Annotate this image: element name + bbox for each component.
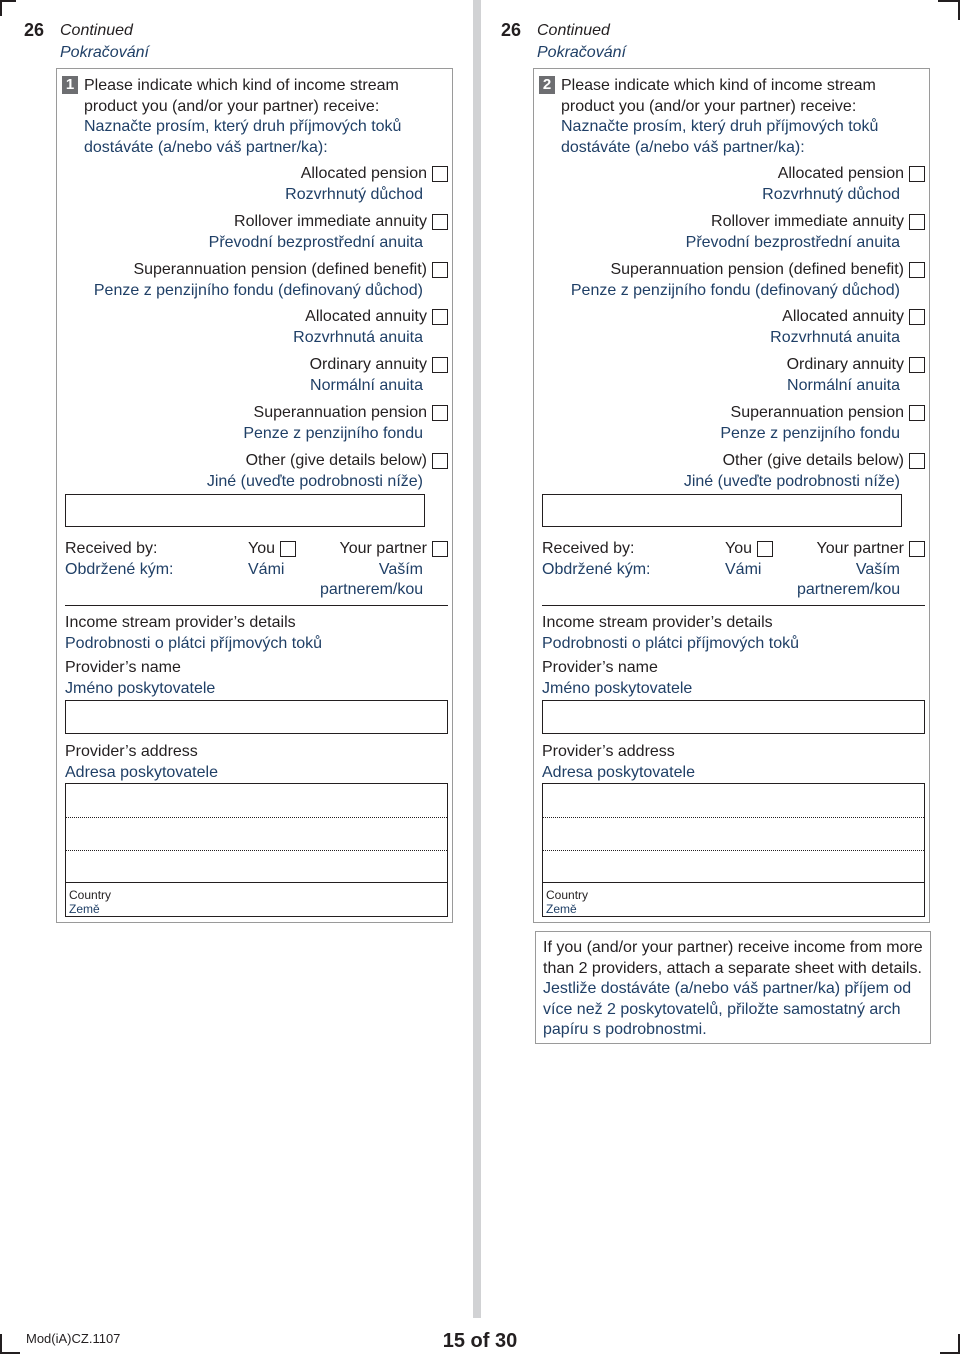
option-other[interactable]: Other (give details below) Jiné (uveďte podrobnosti níže) — [207, 451, 448, 492]
other-details-input[interactable] — [65, 494, 425, 527]
crop-mark-top-right — [938, 0, 960, 2]
question-number: 2 — [539, 76, 555, 94]
provider-name-input[interactable] — [65, 700, 448, 734]
continued-label: Continued — [60, 22, 133, 39]
received-by-label: Received by: Obdržené kým: — [542, 540, 651, 578]
checkbox[interactable] — [432, 214, 448, 230]
country-label: Country Země — [546, 888, 589, 916]
checkbox[interactable] — [909, 405, 925, 421]
option-superannuation-pension[interactable]: Superannuation pension Penze z penzijního fondu — [720, 403, 925, 444]
checkbox[interactable] — [432, 166, 448, 182]
checkbox[interactable] — [432, 262, 448, 278]
question-text: Please indicate which kind of income stream product you (and/or your partner) receive: Naznačte prosím, který druh příjmových toků dostáváte (a/nebo váš partner/ka): — [84, 77, 402, 156]
section-number: 26 — [501, 20, 522, 40]
provider-address-label: Provider’s address Adresa poskytovatele — [542, 743, 695, 781]
address-line — [543, 850, 924, 851]
checkbox[interactable] — [432, 405, 448, 421]
provider-name-label: Provider’s name Jméno poskytovatele — [542, 659, 693, 697]
continued-label-cz: Pokračování — [60, 44, 149, 61]
checkbox[interactable] — [909, 166, 925, 182]
received-by-label: Received by: Obdržené kým: — [65, 540, 174, 578]
provider-name-label: Provider’s name Jméno poskytovatele — [65, 659, 216, 697]
continued-label: Continued — [537, 22, 610, 39]
option-rollover-immediate-annuity[interactable]: Rollover immediate annuity Převodní bezprostřední anuita — [686, 212, 925, 253]
received-by-partner[interactable]: Your partner Vaším partnerem/kou — [797, 539, 925, 601]
address-line — [543, 817, 924, 818]
checkbox[interactable] — [909, 262, 925, 278]
divider-line — [542, 605, 925, 606]
address-country-separator — [66, 882, 447, 883]
address-country-separator — [543, 882, 924, 883]
option-superannuation-pension[interactable]: Superannuation pension Penze z penzijního fondu — [243, 403, 448, 444]
crop-mark-top-left — [0, 0, 2, 16]
option-superannuation-pension-defined-benefit[interactable]: Superannuation pension (defined benefit) Penze z penzijního fondu (definovaný důchod) — [571, 260, 925, 301]
option-ordinary-annuity[interactable]: Ordinary annuity Normální anuita — [787, 355, 925, 396]
option-ordinary-annuity[interactable]: Ordinary annuity Normální anuita — [310, 355, 448, 396]
option-allocated-annuity[interactable]: Allocated annuity Rozvrhnutá anuita — [770, 307, 925, 348]
question-number: 1 — [62, 76, 78, 94]
section-number: 26 — [24, 20, 45, 40]
page-number: 15 of 30 — [442, 1330, 518, 1352]
checkbox[interactable] — [909, 309, 925, 325]
option-allocated-annuity[interactable]: Allocated annuity Rozvrhnutá anuita — [293, 307, 448, 348]
divider-line — [65, 605, 448, 606]
option-allocated-pension[interactable]: Allocated pension Rozvrhnutý důchod — [762, 164, 925, 205]
checkbox[interactable] — [432, 357, 448, 373]
received-by-you[interactable]: You Vámi — [725, 539, 773, 580]
partner-checkbox[interactable] — [432, 541, 448, 557]
checkbox[interactable] — [432, 309, 448, 325]
provider-name-input[interactable] — [542, 700, 925, 734]
option-allocated-pension[interactable]: Allocated pension Rozvrhnutý důchod — [285, 164, 448, 205]
checkbox[interactable] — [909, 357, 925, 373]
provider-details-heading: Income stream provider’s details Podrobnosti o plátci příjmových toků — [65, 614, 323, 652]
country-label: Country Země — [69, 888, 112, 916]
address-line — [66, 850, 447, 851]
crop-mark-top-left — [0, 0, 16, 2]
option-superannuation-pension-defined-benefit[interactable]: Superannuation pension (defined benefit) Penze z penzijního fondu (definovaný důchod) — [94, 260, 448, 301]
received-by-partner[interactable]: Your partner Vaším partnerem/kou — [320, 539, 448, 601]
form-code: Mod(iA)CZ.1107 — [26, 1331, 121, 1346]
checkbox[interactable] — [909, 453, 925, 469]
checkbox[interactable] — [432, 453, 448, 469]
partner-checkbox[interactable] — [909, 541, 925, 557]
you-checkbox[interactable] — [280, 541, 296, 557]
multiple-providers-note: If you (and/or your partner) receive income from more than 2 providers, attach a separate sheet with details. Jestliže dostáváte (a/nebo váš partner/ka) příjem od více než 2 poskytovatelů, přiložte samostatný arch papíru s podrobnostmi. — [535, 931, 931, 1044]
provider-details-heading: Income stream provider’s details Podrobnosti o plátci příjmových toků — [542, 614, 800, 652]
question-text: Please indicate which kind of income stream product you (and/or your partner) receive: Naznačte prosím, který druh příjmových toků dostáváte (a/nebo váš partner/ka): — [561, 77, 879, 156]
option-other[interactable]: Other (give details below) Jiné (uveďte podrobnosti níže) — [684, 451, 925, 492]
option-rollover-immediate-annuity[interactable]: Rollover immediate annuity Převodní bezprostřední anuita — [209, 212, 448, 253]
provider-address-label: Provider’s address Adresa poskytovatele — [65, 743, 218, 781]
address-line — [66, 817, 447, 818]
received-by-you[interactable]: You Vámi — [248, 539, 296, 580]
checkbox[interactable] — [909, 214, 925, 230]
you-checkbox[interactable] — [757, 541, 773, 557]
column-divider — [473, 0, 481, 1318]
other-details-input[interactable] — [542, 494, 902, 527]
continued-label-cz: Pokračování — [537, 44, 626, 61]
